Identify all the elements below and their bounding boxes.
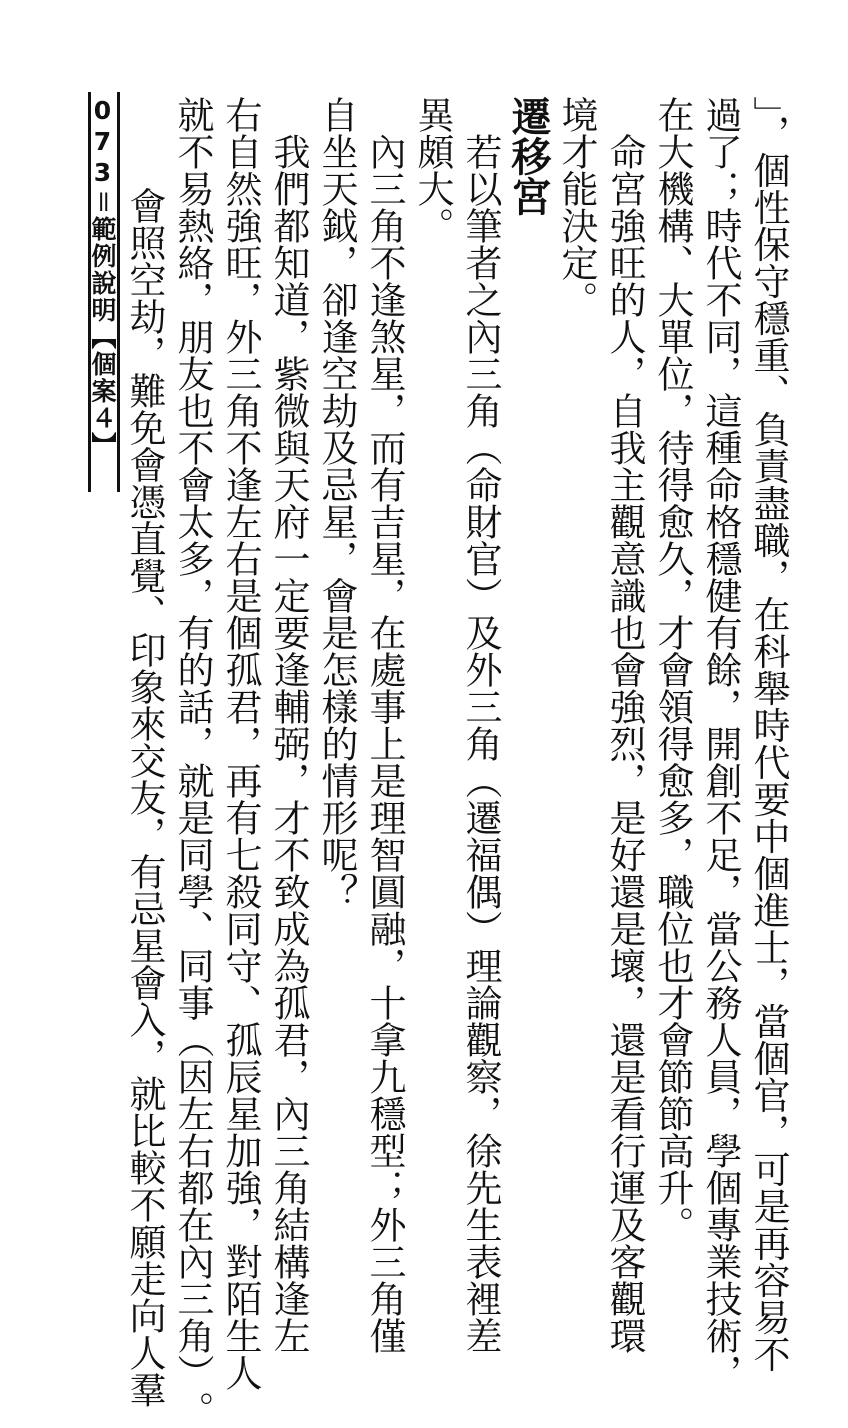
section-heading: 遷移宮 (505, 96, 552, 216)
text-column-2: 過了；時代不同，這種命格穩健有餘，開創不足，當公務人員，學個專業技術， (699, 96, 742, 1391)
text-column-12: 右自然強旺，外三角不逢左右是個孤君，再有七殺同守、孤辰星加強，對陌生人 (219, 96, 262, 1391)
text-column-9: 內三角不逢煞星，而有吉星，在處事上是理智圓融，十拿九穩型；外三角僅 (363, 96, 406, 1354)
side-label: 073＝範例說明【個案４】 (88, 96, 117, 459)
text-column-5: 境才能決定。 (555, 96, 598, 318)
text-column-3: 在大機構、大單位，待得愈久，才會領得愈多，職位也才會節節高升。 (651, 96, 694, 1243)
text-column-1: 」，個性保守穩重、負責盡職，在科舉時代要中個進士，當個官，可是再容易不 (747, 96, 790, 1373)
text-column-10: 自坐天鉞，卻逢空劫及忌星，會是怎樣的情形呢？ (315, 96, 358, 910)
section-title: 範例說明 (88, 216, 117, 324)
text-column-4: 命宮強旺的人，自我主觀意識也會強烈，是好還是壞，還是看行運及客觀環 (603, 96, 646, 1354)
text-column-13: 就不易熱絡，朋友也不會太多，有的話，就是同學、同事︵因左右都在內三角︶。 (171, 96, 214, 1428)
text-column-7: 若以筆者之內三角︵命財官︶及外三角︵遷福偶︶理論觀察，徐先生表裡差 (459, 96, 502, 1354)
case-label: 個案４ (88, 351, 117, 432)
text-column-8: 異頗大。 (411, 96, 454, 244)
page-number: 073 (88, 96, 117, 189)
text-column-11: 我們都知道，紫微與天府一定要逢輔弼，才不致成為孤君，內三角結構逢左 (267, 96, 310, 1354)
text-column-14: 會照空劫，難免會憑直覺、印象來交友，有忌星會入，就比較不願走向人羣 (123, 150, 166, 1408)
